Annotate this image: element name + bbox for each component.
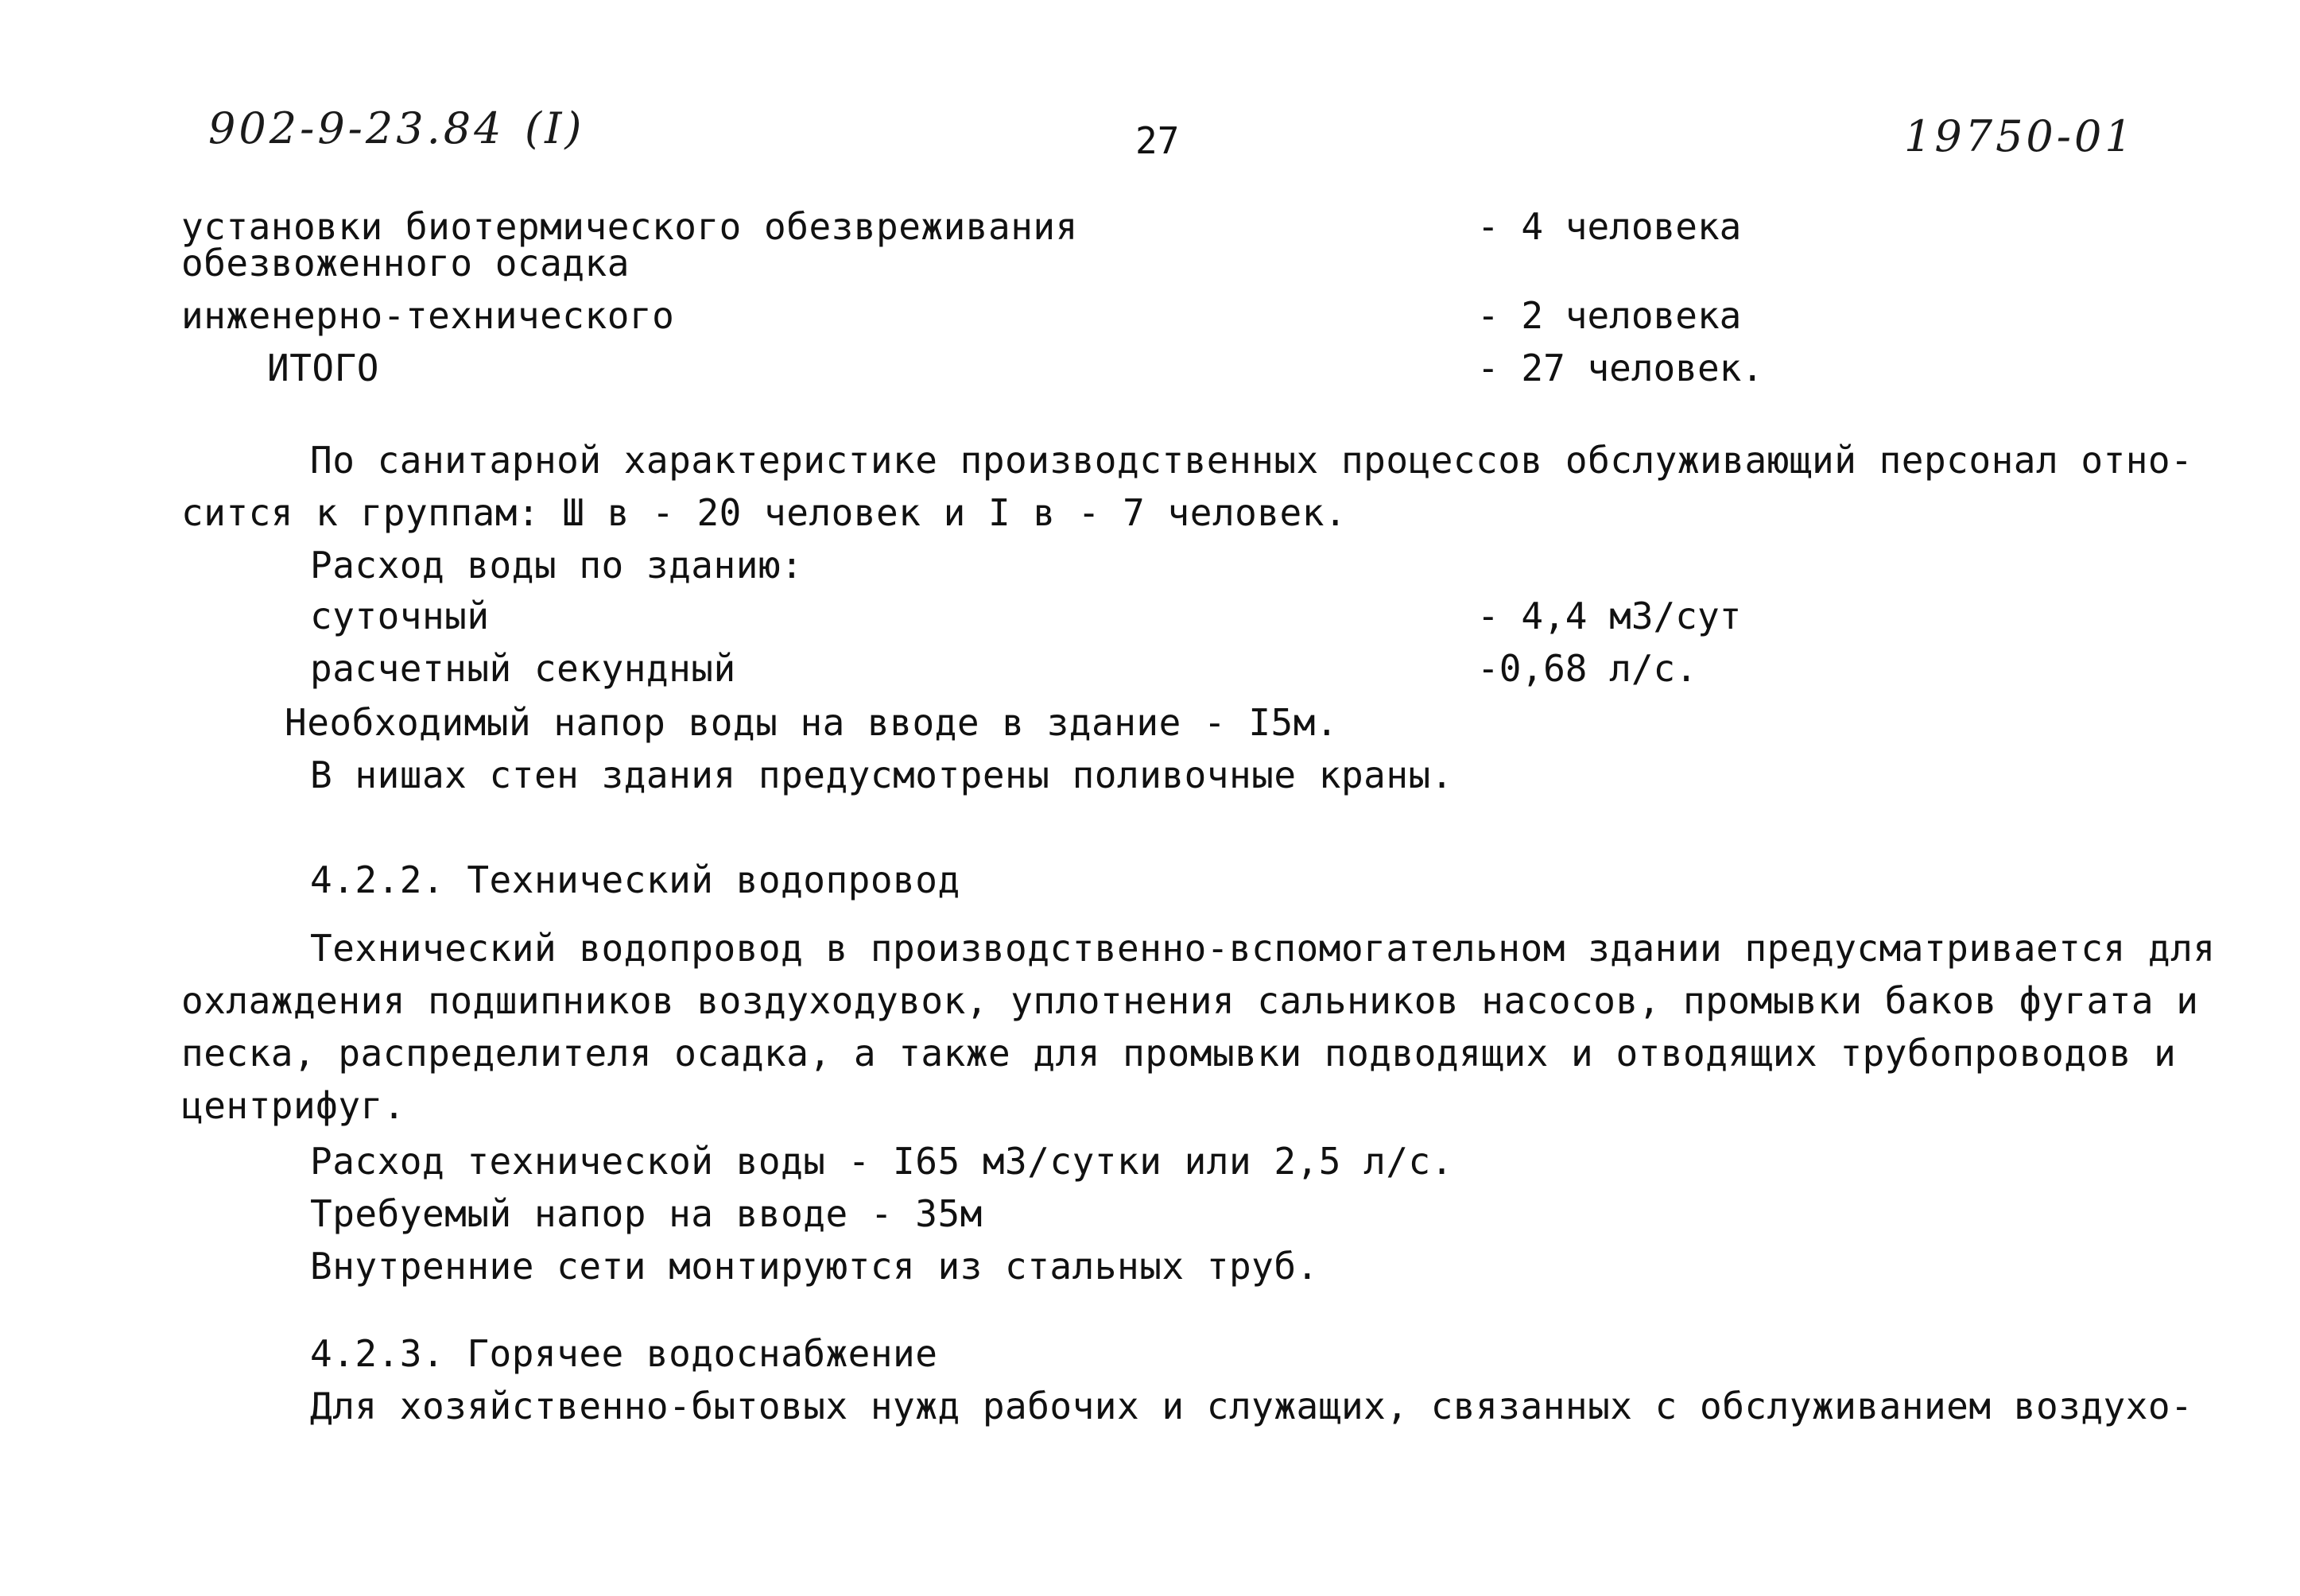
section-422-line3: песка, распределителя осадка, а также для промывки подводящих и отводящих трубопроводов и bbox=[181, 1032, 2177, 1075]
sanitary-line1: По санитарной характеристике производственных процессов обслуживающий персонал отно- bbox=[310, 439, 2193, 482]
staff-row2-value: - 2 человека bbox=[1477, 294, 1742, 337]
section-422-consumption: Расход технической воды - I65 м3/сутки или 2,5 л/с. bbox=[310, 1140, 1453, 1183]
doc-part: (I) bbox=[525, 103, 585, 153]
section-423-title: 4.2.3. Горячее водоснабжение bbox=[310, 1332, 938, 1375]
sanitary-line2: сится к группам: Ш в - 20 человек и I в - 7 человек. bbox=[181, 491, 1348, 534]
staff-row1-value: - 4 человека bbox=[1477, 205, 1742, 248]
water-second-value: -0,68 л/с. bbox=[1477, 647, 1697, 690]
section-422-line1: Технический водопровод в производственно-вспомогательном здании предусматривается для bbox=[310, 927, 2216, 970]
sheet-code: 19750-01 bbox=[1904, 111, 2135, 161]
water-daily-label: суточный bbox=[310, 595, 490, 637]
water-cranes: В нишах стен здания предусмотрены поливочные краны. bbox=[310, 753, 1453, 796]
page-number: 27 bbox=[1135, 119, 1180, 162]
doc-code: 902-9-23.84 bbox=[208, 103, 505, 153]
staff-total-value: - 27 человек. bbox=[1477, 347, 1764, 389]
staff-row2-label: инженерно-технического bbox=[181, 294, 675, 337]
staff-total-label: ИТОГО bbox=[267, 347, 379, 389]
section-422-required-pressure: Требуемый напор на вводе - 35м bbox=[310, 1192, 983, 1235]
section-423-line1: Для хозяйственно-бытовых нужд рабочих и служащих, связанных с обслуживанием воздухо- bbox=[310, 1385, 2193, 1427]
section-422-line2: охлаждения подшипников воздуходувок, уплотнения сальников насосов, промывки баков фугата и bbox=[181, 979, 2199, 1022]
section-422-title: 4.2.2. Технический водопровод bbox=[310, 858, 960, 901]
water-heading: Расход воды по зданию: bbox=[310, 544, 804, 587]
staff-row1-label-line1: установки биотермического обезвреживания bbox=[181, 205, 1078, 248]
water-daily-value: - 4,4 м3/сут bbox=[1477, 595, 1742, 637]
water-second-label: расчетный секундный bbox=[310, 647, 736, 690]
water-pressure: Необходимый напор воды на вводе в здание - I5м. bbox=[285, 701, 1339, 744]
section-422-networks: Внутренние сети монтируются из стальных труб. bbox=[310, 1245, 1319, 1288]
staff-row1-label-line2: обезвоженного осадка bbox=[181, 242, 630, 285]
section-422-line4: центрифуг. bbox=[181, 1084, 405, 1127]
